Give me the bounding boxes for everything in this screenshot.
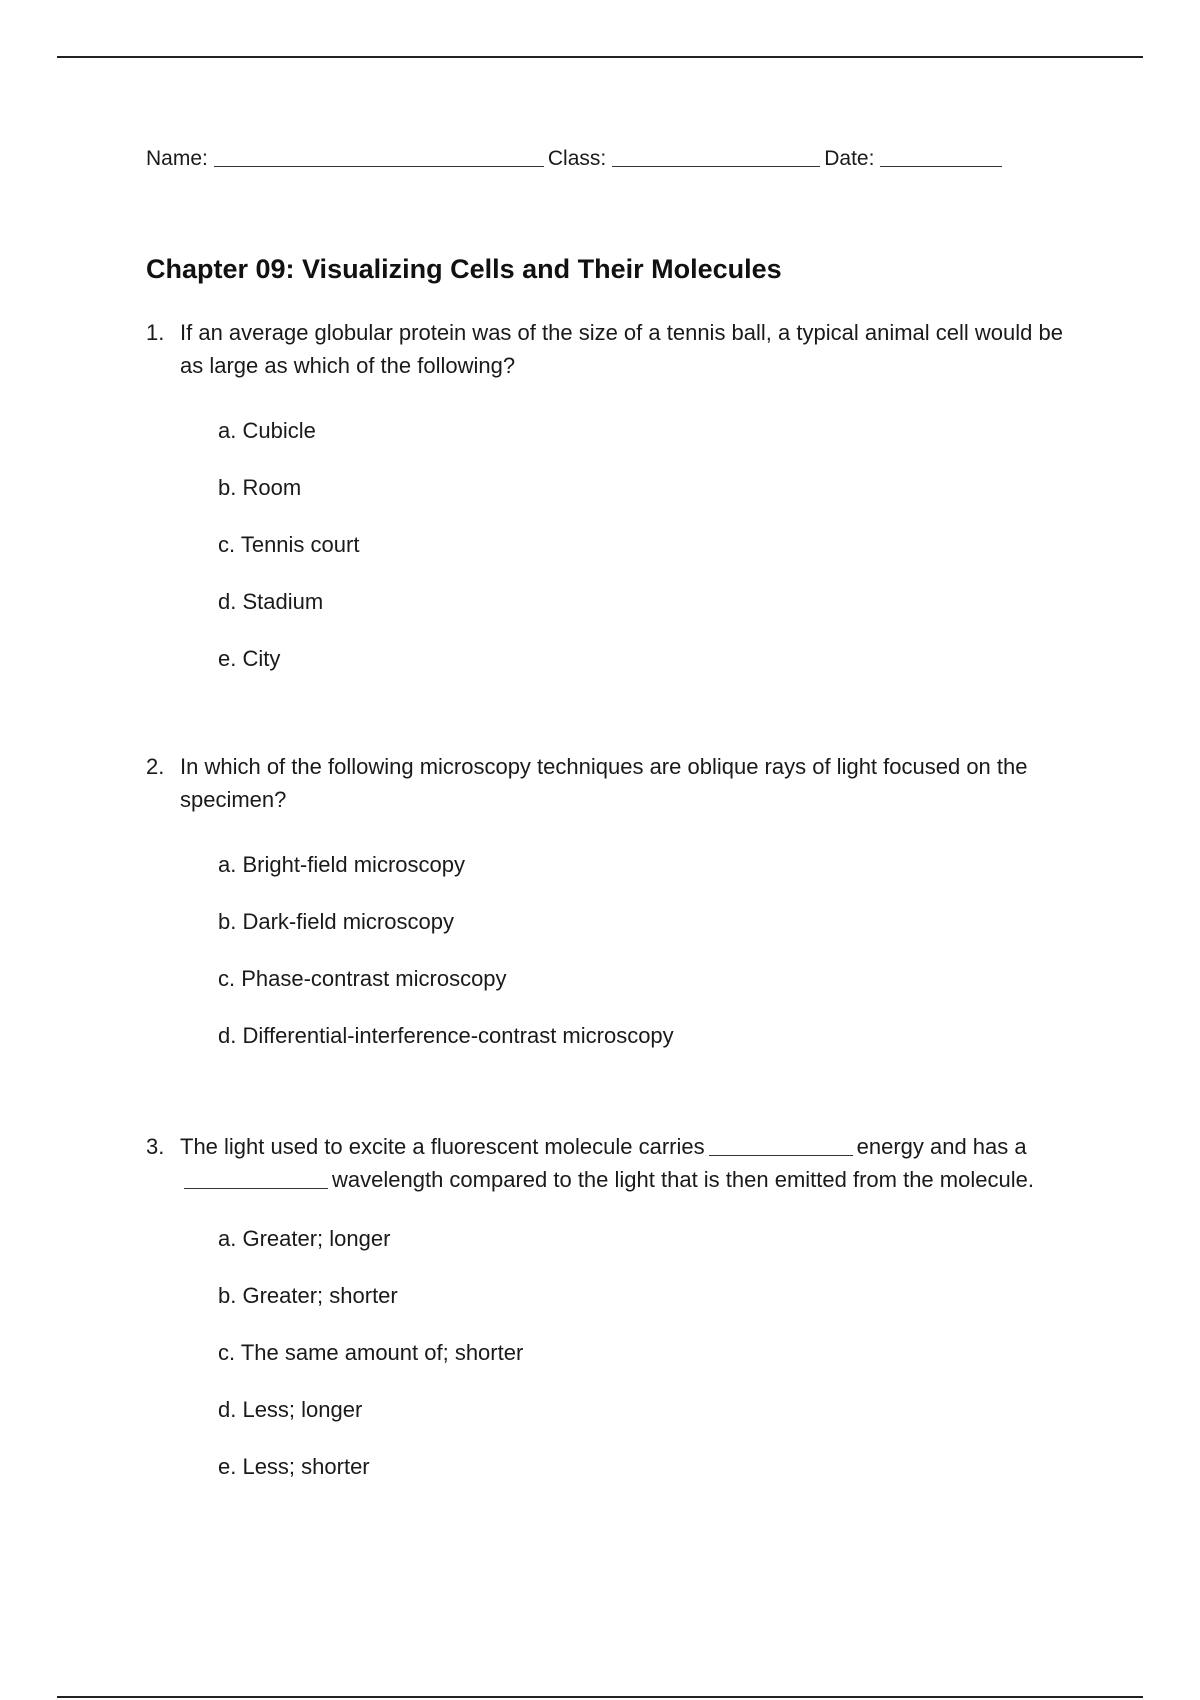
question-stem	[146, 750, 1066, 816]
answer-options	[146, 1210, 1066, 1495]
date-label: Date:	[824, 147, 875, 170]
class-blank	[612, 148, 820, 167]
answer-option: b. Dark-field microscopy	[218, 909, 454, 934]
student-info-line	[146, 146, 1006, 171]
fill-in-blank	[184, 1168, 328, 1189]
date-blank	[880, 148, 1002, 167]
question-2	[146, 750, 1066, 1064]
fill-in-blank	[709, 1135, 853, 1156]
top-rule	[57, 56, 1143, 58]
question-3	[146, 1130, 1066, 1495]
question-number: 1.	[146, 320, 165, 345]
answer-options	[146, 402, 1066, 687]
answer-option: d. Differential-interference-contrast microscopy	[218, 1023, 674, 1048]
question-number: 2.	[146, 754, 165, 779]
question-text-part: energy and has a	[856, 1134, 1027, 1159]
question-text-part: The light used to excite a fluorescent molecule carries	[180, 1134, 705, 1159]
bottom-rule	[57, 1696, 1143, 1698]
answer-option: a. Greater; longer	[218, 1226, 391, 1251]
chapter-title: Chapter 09: Visualizing Cells and Their Molecules	[146, 254, 782, 284]
name-blank	[214, 148, 544, 167]
answer-option: c. The same amount of; shorter	[218, 1340, 524, 1365]
class-label: Class:	[547, 147, 607, 170]
question-text: In which of the following microscopy techniques are oblique rays of light focused on the specimen?	[180, 754, 1028, 812]
answer-option: d. Stadium	[218, 589, 324, 614]
name-label: Name:	[146, 147, 208, 170]
answer-option: b. Greater; shorter	[218, 1283, 398, 1308]
answer-option: c. Phase-contrast microscopy	[218, 966, 507, 991]
answer-option: e. City	[218, 646, 281, 671]
question-1	[146, 316, 1066, 687]
question-stem	[146, 1130, 1066, 1196]
answer-option: e. Less; shorter	[218, 1454, 370, 1479]
question-stem	[146, 316, 1066, 382]
question-number: 3.	[146, 1134, 165, 1159]
question-text	[180, 1130, 1066, 1196]
answer-option: a. Bright-field microscopy	[218, 852, 465, 877]
answer-option: a. Cubicle	[218, 418, 316, 443]
answer-option: b. Room	[218, 475, 302, 500]
answer-option: d. Less; longer	[218, 1397, 363, 1422]
answer-option: c. Tennis court	[218, 532, 360, 557]
question-text-part: wavelength compared to the light that is then emitted from the molecule.	[332, 1167, 1034, 1192]
question-text: If an average globular protein was of the size of a tennis ball, a typical animal cell would be as large as which of the following?	[180, 320, 1063, 378]
answer-options	[146, 836, 1066, 1064]
